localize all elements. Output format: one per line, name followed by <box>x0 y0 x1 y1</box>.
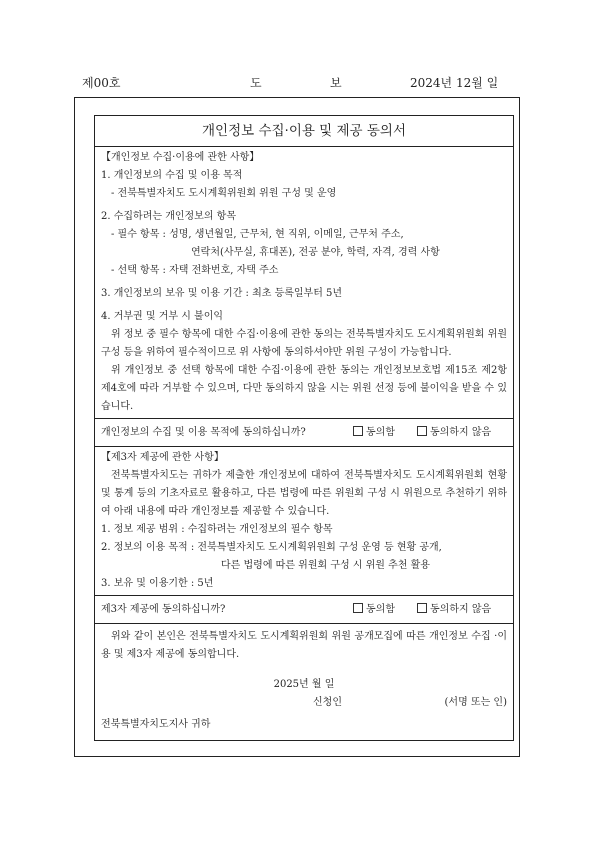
consent2-agree-option[interactable]: 동의함 <box>353 596 395 623</box>
item1-title: 1. 개인정보의 수집 및 이용 목적 <box>101 170 243 181</box>
item4-paragraph-2: 위 개인정보 중 선택 항목에 대한 수집·이용에 관한 동의는 개인정보보호법 제15조 제2항 제4호에 따라 거부할 수 있으며, 다만 동의하지 않을 시는 위원 선정 등에 불이익을 받을 수 있습니다. <box>101 365 507 412</box>
item1-body: - 전북특별자치도 도시계획위원회 위원 구성 및 운영 <box>111 188 337 199</box>
checkbox-icon[interactable] <box>353 603 363 613</box>
consent2-disagree-option[interactable]: 동의하지 않음 <box>417 596 491 623</box>
consent-question-2 <box>95 595 513 624</box>
collection-section <box>95 147 513 418</box>
checkbox-icon[interactable] <box>417 603 427 613</box>
closing-statement: 위와 같이 본인은 전북특별자치도 도시계획위원회 위원 공개모집에 따른 개인정보 수집 ·이용 및 제3자 제공에 동의합니다. <box>101 631 507 660</box>
item2-required-line1: - 필수 항목 : 성명, 생년월일, 근무처, 현 직위, 이메일, 근무처 주소, <box>111 229 404 240</box>
section2-item3: 3. 보유 및 이용기한 : 5년 <box>101 578 214 589</box>
section2-item1: 1. 정보 제공 범위 : 수집하려는 개인정보의 필수 항목 <box>101 524 333 535</box>
header-title-char-2: 보 <box>330 76 342 90</box>
item3-retention: 3. 개인정보의 보유 및 이용 기간 : 최초 등록일부터 5년 <box>101 288 343 299</box>
closing-section <box>95 624 513 740</box>
checkbox-icon[interactable] <box>417 426 427 436</box>
header-title-char-1: 도 <box>250 76 262 90</box>
consent1-question: 개인정보의 수집 및 이용 목적에 동의하십니까? <box>101 427 306 438</box>
item2-required-line2: 연락처(사무실, 휴대폰), 전공 분야, 학력, 자격, 경력 사항 <box>191 247 440 258</box>
checkbox-icon[interactable] <box>353 426 363 436</box>
consent1-agree-option[interactable]: 동의함 <box>353 419 395 446</box>
document-header <box>82 74 512 90</box>
section2-intro: 전북특별자치도는 귀하가 제출한 개인정보에 대하여 전북특별자치도 도시계획위원회 현황 및 통계 등의 기초자료로 활용하고, 다른 법령에 따른 위원회 구성 시 위원으로 추천하기 위하여 아래 내용에 따라 개인정보를 제공할 수 있습니다. <box>101 470 507 517</box>
item2-title: 2. 수집하려는 개인정보의 항목 <box>101 211 236 222</box>
consent-question-1 <box>95 418 513 447</box>
addressee: 전북특별자치도지사 귀하 <box>101 719 211 730</box>
signature-date: 2025년 월 일 <box>273 679 335 690</box>
item4-title: 4. 거부권 및 거부 시 불이익 <box>101 311 224 322</box>
header-date: 2024년 12월 일 <box>410 76 499 90</box>
item4-paragraph-1: 위 정보 중 필수 항목에 대한 수집·이용에 관한 동의는 전북특별자치도 도시계획위원회 위원 구성 등을 위하여 필수적이므로 위 사항에 동의하셔야만 위원 구성이 가능합니다. <box>101 329 507 358</box>
section2-heading: 【제3자 제공에 관한 사항】 <box>101 452 224 463</box>
issue-number: 제00호 <box>82 76 121 90</box>
consent-form <box>94 115 514 741</box>
consent2-question: 제3자 제공에 동의하십니까? <box>101 604 226 615</box>
section2-item2-line2: 다른 법령에 따른 위원회 구성 시 위원 추천 활용 <box>221 560 430 571</box>
section1-heading: 【개인정보 수집·이용에 관한 사항】 <box>101 152 260 163</box>
item2-optional: - 선택 항목 : 자택 전화번호, 자택 주소 <box>111 265 279 276</box>
consent1-disagree-option[interactable]: 동의하지 않음 <box>417 419 491 446</box>
section2-item2-line1: 2. 정보의 이용 목적 : 전북특별자치도 도시계획위원회 구성 운영 등 현황 공개, <box>101 542 442 553</box>
third-party-section <box>95 447 513 595</box>
applicant-label: 신청인 <box>313 697 342 708</box>
form-title: 개인정보 수집·이용 및 제공 동의서 <box>95 116 513 147</box>
signature-note: (서명 또는 인) <box>444 697 507 708</box>
signature-line <box>101 694 507 712</box>
